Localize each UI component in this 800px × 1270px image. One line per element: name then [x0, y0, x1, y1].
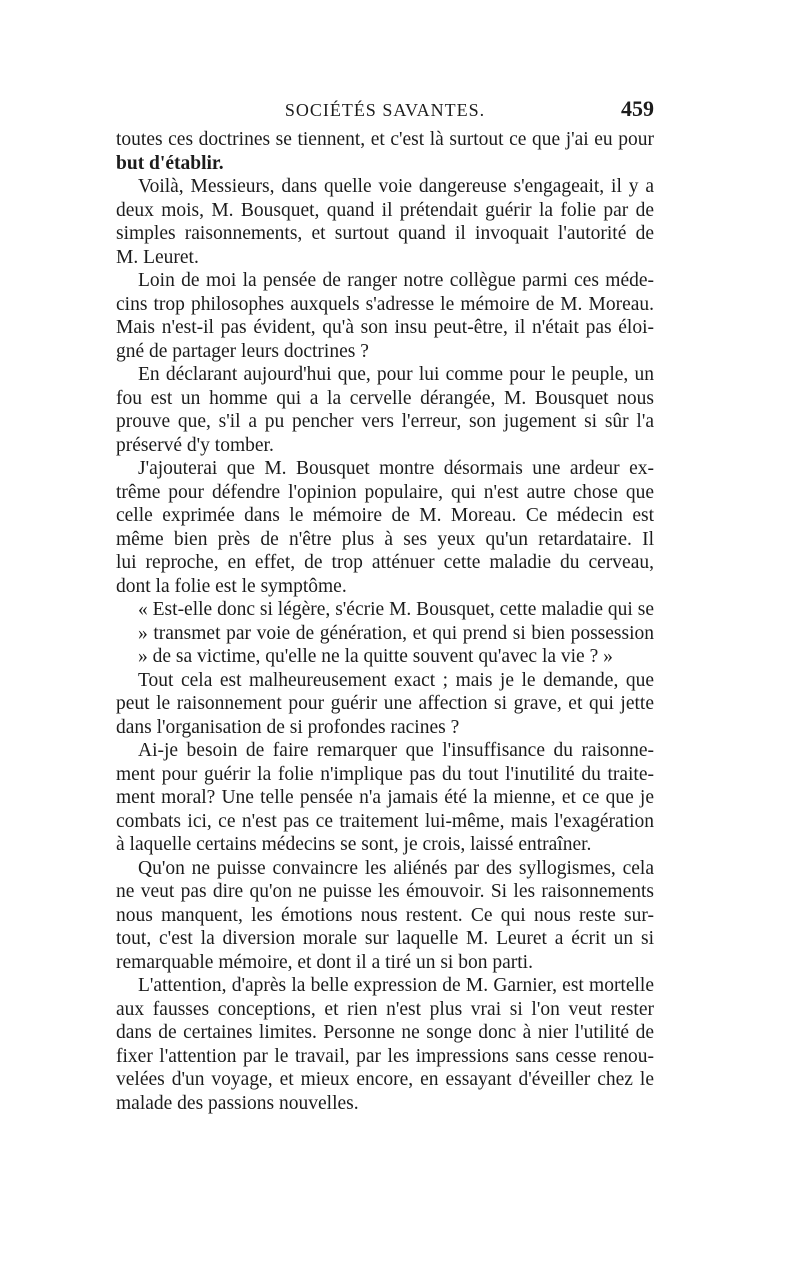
text-line: à laquelle certains médecins se sont, je crois, laissé entraîner. — [116, 834, 592, 855]
text-line: remarquable mémoire, et dont il a tiré un si bon parti. — [116, 951, 533, 973]
text-line: dont la folie est le symptôme. — [116, 575, 347, 597]
running-head-title: SOCIÉTÉS SAVANTES. — [284, 100, 486, 120]
text-line: aux fausses conceptions, et rien n'est plus vrai si l'on veut rester — [116, 998, 654, 1020]
text-line: ne veut pas dire qu'on ne puisse les émouvoir. Si les raisonnements — [116, 881, 654, 902]
text-line: M. Leuret. — [116, 246, 199, 268]
page-number: 459 — [621, 96, 654, 121]
text-line: fou est un homme qui a la cervelle dérangée, M. Bousquet nous — [116, 387, 654, 409]
text-line: En déclarant aujourd'hui que, pour lui comme pour le peuple, un — [138, 364, 654, 385]
text-line: gné de partager leurs doctrines ? — [116, 340, 369, 362]
text-line: ment moral? Une telle pensée n'a jamais été la mienne, et ce que je — [116, 787, 654, 808]
text-line: nous manquent, les émotions nous restent. Ce qui nous reste sur- — [116, 904, 654, 926]
text-line: but d'établir. — [116, 152, 224, 174]
text-line: même bien près de n'être plus à ses yeux qu'un retardataire. Il — [116, 528, 654, 550]
text-line: L'attention, d'après la belle expression de M. Garnier, est mortelle — [138, 975, 654, 996]
text-line: préservé d'y tomber. — [116, 434, 274, 456]
text-line: deux mois, M. Bousquet, quand il prétendait guérir la folie par de — [116, 199, 654, 221]
text-line: tout, c'est la diversion morale sur laquelle M. Leuret a écrit un si — [116, 928, 654, 949]
text-line: prouve que, s'il a pu pencher vers l'erreur, son jugement si sûr l'a — [116, 411, 654, 432]
text-line: J'ajouterai que M. Bousquet montre désormais une ardeur ex- — [138, 458, 654, 479]
text-line: Loin de moi la pensée de ranger notre collègue parmi ces méde- — [138, 270, 654, 291]
text-line: simples raisonnements, et surtout quand il invoquait l'autorité de — [116, 223, 654, 244]
text-line: « Est-elle donc si légère, s'écrie M. Bousquet, cette maladie qui se — [138, 599, 654, 620]
text-line: peut le raisonnement pour guérir une affection si grave, et qui jette — [116, 693, 654, 714]
text-line: velées d'un voyage, et mieux encore, en essayant d'éveiller chez le — [116, 1069, 654, 1090]
text-line: combats ici, ce n'est pas ce traitement lui-même, mais l'exagération — [116, 810, 654, 832]
text-line: Mais n'est-il pas évident, qu'à son insu peut-être, il n'était pas éloi- — [116, 317, 654, 338]
text-line: celle exprimée dans le mémoire de M. Moreau. Ce médecin est — [116, 505, 654, 526]
running-head — [116, 96, 654, 126]
text-line: Qu'on ne puisse convaincre les aliénés par des syllogismes, cela — [138, 857, 654, 879]
text-line: malade des passions nouvelles. — [116, 1092, 359, 1114]
body-text — [116, 128, 654, 1115]
text-line: Tout cela est malheureusement exact ; mais je le demande, que — [138, 669, 654, 691]
text-line: ment pour guérir la folie n'implique pas du tout l'inutilité du traite- — [116, 763, 654, 785]
text-line: dans l'organisation de si profondes racines ? — [116, 716, 460, 738]
text-line: toutes ces doctrines se tiennent, et c'est là surtout ce que j'ai eu pour — [116, 129, 654, 150]
text-line: lui reproche, en effet, de trop atténuer cette maladie du cerveau, — [116, 552, 654, 573]
text-line: dans de certaines limites. Personne ne songe donc à nier l'utilité de — [116, 1022, 654, 1043]
text-line: » transmet par voie de génération, et qui prend si bien possession — [138, 622, 654, 644]
text-line: Voilà, Messieurs, dans quelle voie dangereuse s'engageait, il y a — [138, 176, 654, 197]
text-line: fixer l'attention par le travail, par les impressions sans cesse renou- — [116, 1045, 654, 1067]
text-line: trême pour défendre l'opinion populaire, qui n'est autre chose que — [116, 481, 654, 503]
text-line: Ai-je besoin de faire remarquer que l'insuffisance du raisonne- — [138, 740, 654, 761]
text-line: cins trop philosophes auxquels s'adresse le mémoire de M. Moreau. — [116, 293, 654, 315]
text-line: » de sa victime, qu'elle ne la quitte souvent qu'avec la vie ? » — [138, 646, 613, 667]
